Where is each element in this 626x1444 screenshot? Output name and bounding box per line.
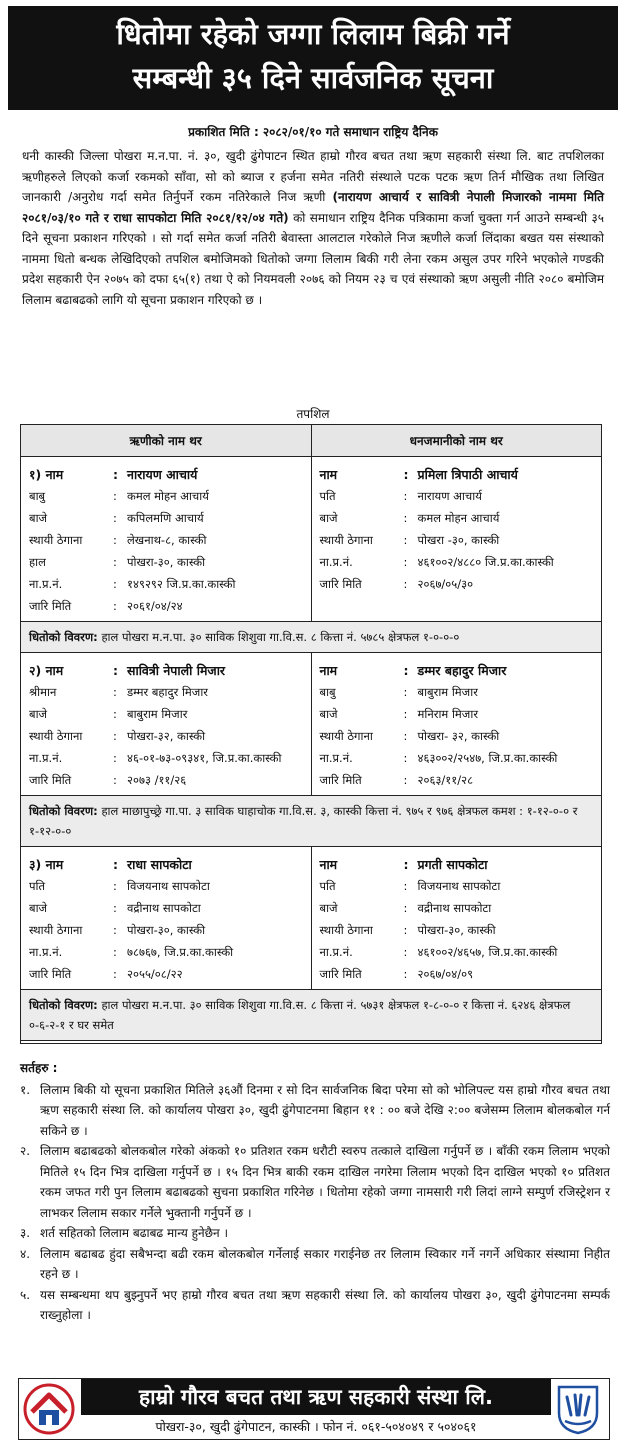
field-label: हाल — [29, 554, 46, 569]
detail-line — [29, 897, 305, 919]
field-value: वद्रीनाथ सापकोटा — [127, 900, 201, 915]
borrower-cell — [21, 457, 312, 621]
field-value: ४६१००२/४६५७, जि.प्र.का.कास्की — [417, 944, 558, 959]
borrower-cell — [21, 847, 312, 989]
field-label: ना.प्र.नं. — [319, 750, 353, 765]
colon: : — [113, 555, 117, 569]
field-label: बाजे — [29, 900, 48, 915]
field-value: ४६-०१-७३-०९३४१, जि.प्र.का.कास्की — [127, 750, 282, 765]
colon: : — [403, 707, 408, 721]
organization-name: हाम्रो गौरव बचत तथा ऋण सहकारी संस्था लि. — [81, 1379, 551, 1415]
table-header — [21, 425, 601, 457]
colon: : — [403, 489, 408, 503]
condition-text: लिलाम बिकी यो सूचना प्रकाशित मितिले ३६औं दिनमा र सो दिन सार्वजनिक बिदा परेमा सो को भोलिपल्ट यस हाम्रो गौरव बचत तथा ऋण सहकारी संस्था लि. को कार्यालय पोखरा ३०, खुदी ढुंगेपाटनमा बिहान ११ : ०० बजे देखि २:०० बजेसम्म लिलाम बोलकबोल गर्न सकिने छ । — [40, 1082, 610, 1138]
detail-line — [29, 725, 305, 747]
colon: : — [403, 751, 408, 765]
name-label: २) नाम — [29, 662, 64, 678]
condition-item — [20, 1244, 610, 1285]
person-name: राधा सापकोटा — [127, 856, 192, 872]
field-value: पोखरा-३२, कास्की — [127, 728, 206, 743]
collateral-detail — [21, 990, 601, 1041]
field-label: स्थायी ठेगाना — [29, 532, 83, 547]
field-value: पोखरा-३०, कास्की — [417, 922, 496, 937]
detail-line — [320, 551, 596, 573]
colon: : — [403, 466, 409, 482]
condition-number: २. — [20, 1144, 31, 1158]
colon: : — [403, 685, 408, 699]
detail-line — [29, 875, 305, 897]
colon: : — [403, 533, 408, 547]
name-label: नाम — [319, 662, 338, 678]
intro-text-2: को समाधान राष्ट्रिय दैनिक पत्रिकामा कर्जा चुक्ता गर्न आउने सम्बन्धी ३५ दिने सूचना प्रकाशन गरिएको । सो गर्दा समेत कर्जा नतिरी बेवास्ता आलटाल गरेकोले निज ऋणीले कर्जा लिंदाका बखत यस संस्थाको नाममा धितो बन्धक लेखिदिएको तपशिल बमोजिमको धितोको जग्गा लिलाम बिकी गरी लेना रकम असुल उपर गरिने भएकोले गण्डकी प्रदेश सहकारी ऐन २०७५ को दफा ६५(१) तथा ऐ को नियमवली २०७६ को नियम २३ च एवं संस्थाको ऋण असुली नीति २०८० बमोजिम लिलाम बढाबढको लागि यो सूचना प्रकाशन गरिएको छ । — [22, 210, 604, 307]
intro-paragraph — [22, 146, 604, 310]
name-label: नाम — [319, 466, 338, 482]
field-label: बाजे — [29, 510, 48, 525]
detail-line — [29, 681, 305, 703]
colon: : — [403, 879, 408, 893]
field-value: १४९२९२ जि.प्र.का.कास्की — [127, 576, 236, 591]
detail-line — [320, 919, 596, 941]
field-label: स्थायी ठेगाना — [319, 532, 373, 547]
conditions-list — [20, 1080, 610, 1326]
condition-item — [20, 1141, 610, 1223]
collateral-label: धितोको विवरण: — [29, 804, 98, 818]
colon: : — [113, 879, 117, 893]
detail-line — [29, 573, 305, 595]
colon: : — [113, 729, 117, 743]
field-value: २०६३/११/२८ — [417, 772, 474, 787]
detail-line — [29, 485, 305, 507]
field-label: स्थायी ठेगाना — [29, 922, 83, 937]
person-name-line — [29, 853, 305, 875]
colon: : — [403, 729, 408, 743]
person-name-line — [320, 463, 596, 485]
field-label: पति — [319, 878, 336, 893]
person-name: डम्मर बहादुर मिजार — [417, 662, 507, 678]
conditions-title: सर्तहरु : — [20, 1061, 58, 1075]
condition-number: ३. — [20, 1226, 31, 1240]
collateral-label: धितोको विवरण: — [29, 998, 98, 1012]
colon: : — [403, 923, 408, 937]
condition-item — [20, 1080, 610, 1142]
colon: : — [403, 773, 408, 787]
field-label: पति — [29, 878, 46, 893]
field-value: लेखनाथ-८, कास्की — [127, 532, 207, 547]
colon: : — [113, 662, 118, 678]
detail-line — [29, 529, 305, 551]
field-value: ४६१००२/४८८० जि.प्र.का.कास्की — [417, 554, 554, 569]
person-name-line — [29, 463, 305, 485]
field-label: बाजे — [29, 706, 48, 721]
field-value: पोखरा-३०, कास्की — [127, 922, 206, 937]
field-value: नारायण आचार्य — [417, 488, 482, 503]
field-label: ना.प्र.नं. — [29, 750, 63, 765]
detail-line — [320, 747, 596, 769]
colon: : — [113, 533, 117, 547]
notice-title-line1: धितोमा रहेको जग्गा लिलाम बिक्री गर्ने — [116, 17, 510, 51]
field-label: स्थायी ठेगाना — [319, 728, 373, 743]
name-label: ३) नाम — [29, 856, 64, 872]
colon: : — [113, 511, 117, 525]
field-value: कपिलमणि आचार्य — [127, 510, 204, 525]
detail-line — [320, 703, 596, 725]
notice-title-line2: सम्बन्धी ३५ दिने सार्वजनिक सूचना — [132, 61, 494, 95]
field-label: जारि मिति — [29, 598, 72, 613]
field-label: ना.प्र.नं. — [319, 944, 353, 959]
field-value: २०७३ /११/२६ — [127, 772, 187, 787]
detail-line — [29, 595, 305, 617]
field-label: बाजे — [319, 900, 338, 915]
colon: : — [113, 599, 117, 613]
field-value: २०६१/०४/२४ — [127, 598, 183, 613]
table-body — [21, 457, 601, 1041]
condition-number: ५. — [20, 1287, 31, 1302]
field-label: ना.प्र.नं. — [319, 554, 353, 569]
field-value: बाबुराम मिजार — [127, 706, 188, 721]
person-name: नारायण आचार्य — [127, 466, 198, 482]
colon: : — [113, 466, 118, 482]
column-header-guarantor: धनजमानीको नाम थर — [409, 434, 503, 448]
collateral-label: धितोको विवरण: — [29, 630, 98, 644]
colon: : — [403, 577, 408, 591]
colon: : — [113, 751, 117, 765]
colon: : — [403, 945, 408, 959]
field-value: २०६७/०५/३० — [417, 576, 474, 591]
detail-line — [320, 963, 596, 985]
colon: : — [113, 923, 117, 937]
colon: : — [403, 967, 408, 981]
borrower-table — [20, 424, 602, 1044]
condition-text: लिलाम बढाबढको बोलकबोल गरेको अंकको १० प्रतिशत रकम धरौटी स्वरुप तत्काले दाखिला गर्नुपर्ने छ । बाँकी रकम लिलाम भएको मितिले १५ दिन भित्र दाखिला गर्नुपर्ने छ । १५ दिन भित्र बाकी रकम दाखिल नगरेमा लिलाम भएको दिन दाखिल भएको १० प्रतिशत रकम जफत गरी पुन लिलाम बढाबढको सुचना प्रकाशित गरिनेछ । धितोमा रहेको जग्गा नामसारी गरी लिदां लाग्ने सम्पुर्ण रजिस्ट्रेशन र लाभकर लिलाम सकार गर्नेले भुक्तानी गर्नुपर्ने छ । — [40, 1144, 610, 1220]
field-label: ना.प्र.नं. — [29, 944, 63, 959]
field-label: पति — [319, 488, 336, 503]
detail-line — [29, 507, 305, 529]
condition-item — [20, 1285, 610, 1326]
field-label: जारि मिति — [29, 966, 72, 981]
condition-text: यस सम्बन्धमा थप बुझ्नुपर्ने भए हाम्रो गौरव बचत तथा ऋण सहकारी संस्था लि. को कार्यालय पोखरा ३०, खुदी ढुंगेपाटनमा सम्पर्क राख्नुहोला । — [40, 1287, 610, 1322]
guarantor-cell — [312, 457, 602, 621]
field-value: विजयनाथ सापकोटा — [417, 878, 501, 893]
colon: : — [403, 662, 409, 678]
person-name-line — [320, 853, 596, 875]
colon: : — [113, 967, 117, 981]
collateral-text: हाल पोखरा म.न.पा. ३० साविक शिशुवा गा.वि.स. ८ कित्ता नं. ५७३१ क्षेत्रफल १-८-०-० र कित्ता नं. ६२४६ क्षेत्रफल ०-६-२-१ र घर समेत — [29, 998, 571, 1032]
field-value: ४६३००२/२५४७, जि.प्र.का.कास्की — [417, 750, 558, 765]
detail-line — [29, 551, 305, 573]
name-label: नाम — [319, 856, 338, 872]
detail-line — [320, 875, 596, 897]
field-label: स्थायी ठेगाना — [29, 728, 83, 743]
field-value: २०५५/०८/२२ — [127, 966, 183, 981]
field-value: बाबुराम मिजार — [417, 684, 478, 699]
detail-line — [320, 573, 596, 595]
field-label: बाजे — [319, 510, 338, 525]
detail-line — [320, 529, 596, 551]
person-name: प्रगती सापकोटा — [417, 856, 488, 872]
field-value: कमल मोहन आचार्य — [127, 488, 209, 503]
person-name-line — [29, 659, 305, 681]
guarantor-cell — [312, 847, 602, 989]
field-label: जारि मिति — [29, 772, 72, 787]
condition-number: १. — [20, 1082, 31, 1097]
conditions-section — [20, 1058, 610, 1326]
schedule-heading: तपशिल — [296, 407, 330, 421]
person-name: प्रमिला त्रिपाठी आचार्य — [417, 466, 518, 482]
colon: : — [113, 489, 117, 503]
intro-text-bold: (नारायण आचार्य र सावित्री नेपाली मिजारको नाममा मिति २०८१/०३/१० गते र राधा सापकोटा मिति २०८१/१२/०४ गते) — [22, 190, 605, 225]
field-label: जारि मिति — [319, 966, 362, 981]
person-name: सावित्री नेपाली मिजार — [127, 662, 226, 678]
cooperative-emblem-icon — [555, 1383, 601, 1435]
colon: : — [403, 555, 408, 569]
house-emblem-icon — [23, 1383, 75, 1435]
field-label: बाबु — [29, 488, 46, 503]
colon: : — [403, 511, 408, 525]
collateral-detail — [21, 622, 601, 653]
loan-row — [21, 847, 601, 990]
organization-address: पोखरा-३०, खुदी ढुंगेपाटन, कास्की । फोन नं. ०६१-५०४०४९ र ५०४०६१ — [155, 1419, 477, 1434]
intro-text-1: धनी कास्की जिल्ला पोखरा म.न.पा. नं. ३०, खुदी ढुंगेपाटन स्थित हाम्रो गौरव बचत तथा ऋण सहकारी संस्था लि. बाट तपशिलका ऋणीहरुले लिएको कर्जा रकमको साँवा, सो को ब्याज र हर्जना समेत नतिरी संस्थाले पटक पटक ऋण तिर्न मौखिक तथा लिखित जानकारी /अनुरोध गर्दा समेत तिर्नुपर्ने रकम नतिरेकाले निज ऋणी — [22, 149, 604, 204]
field-value: २०६७/०४/०९ — [417, 966, 474, 981]
field-value: वद्रीनाथ सापकोटा — [417, 900, 492, 915]
detail-line — [29, 963, 305, 985]
collateral-text: हाल पोखरा म.न.पा. ३० साविक शिशुवा गा.वि.स. ८ कित्ता नं. ५७८५ क्षेत्रफल १-०-०-० — [101, 630, 460, 644]
detail-line — [320, 485, 596, 507]
field-value: पोखरा- ३२, कास्की — [417, 728, 500, 743]
colon: : — [403, 901, 408, 915]
column-header-borrower: ऋणीको नाम थर — [21, 425, 312, 456]
colon: : — [113, 773, 117, 787]
loan-row — [21, 457, 601, 622]
detail-line — [320, 769, 596, 791]
collateral-detail — [21, 796, 601, 847]
field-label: बाजे — [319, 706, 338, 721]
name-label: १) नाम — [29, 466, 64, 482]
field-label: जारि मिति — [319, 772, 362, 787]
detail-line — [320, 941, 596, 963]
condition-number: ४. — [20, 1246, 31, 1261]
field-value: पोखरा-३०, कास्की — [127, 554, 206, 569]
colon: : — [113, 901, 117, 915]
field-value: ७८७६७, जि.प्र.का.कास्की — [127, 944, 234, 959]
detail-line — [29, 941, 305, 963]
guarantor-cell — [312, 653, 602, 795]
colon: : — [403, 856, 409, 872]
field-label: जारि मिति — [319, 576, 362, 591]
detail-line — [320, 897, 596, 919]
field-value: पोखरा -३०, कास्की — [417, 532, 500, 547]
condition-item — [20, 1223, 610, 1244]
condition-text: शर्त सहितको लिलाम बढाबढ मान्य हुनेछैन । — [40, 1226, 229, 1240]
publication-date: प्रकाशित मिति : २०८२/०१/१० गते समाधान राष्ट्रिय दैनिक — [188, 125, 438, 139]
collateral-text: हाल माछापुच्छ्रे गा.पा. ३ साविक घाहाचोक गा.वि.स. ३, कास्की कित्ता नं. ९७५ र ९७६ क्षेत्रफल कमश : १-१२-०-० र १-१२-०-० — [29, 804, 578, 838]
field-value: कमल मोहन आचार्य — [417, 510, 500, 525]
field-label: बाबु — [319, 684, 336, 699]
colon: : — [113, 945, 117, 959]
person-name-line — [320, 659, 596, 681]
colon: : — [113, 856, 118, 872]
detail-line — [29, 747, 305, 769]
detail-line — [29, 703, 305, 725]
detail-line — [320, 681, 596, 703]
field-value: मनिराम मिजार — [417, 706, 479, 721]
detail-line — [320, 507, 596, 529]
colon: : — [113, 707, 117, 721]
loan-row — [21, 653, 601, 796]
condition-text: लिलाम बढाबढ हुंदा सबैभन्दा बढी रकम बोलकबोल गर्नेलाई सकार गराईनेछ तर लिलाम स्विकार गर्ने नगर्ने अधिकार संस्थामा निहीत रहने छ । — [40, 1246, 610, 1281]
detail-line — [29, 919, 305, 941]
colon: : — [113, 685, 117, 699]
borrower-cell — [21, 653, 312, 795]
colon: : — [113, 577, 117, 591]
field-label: स्थायी ठेगाना — [319, 922, 373, 937]
field-label: श्रीमान — [29, 684, 57, 699]
footer-banner — [18, 1378, 610, 1440]
field-label: ना.प्र.नं. — [29, 576, 63, 591]
field-value: डम्मर बहादुर मिजार — [127, 684, 209, 699]
detail-line — [29, 769, 305, 791]
detail-line — [320, 725, 596, 747]
field-value: विजयनाथ सापकोटा — [127, 878, 210, 893]
notice-header — [8, 6, 618, 110]
